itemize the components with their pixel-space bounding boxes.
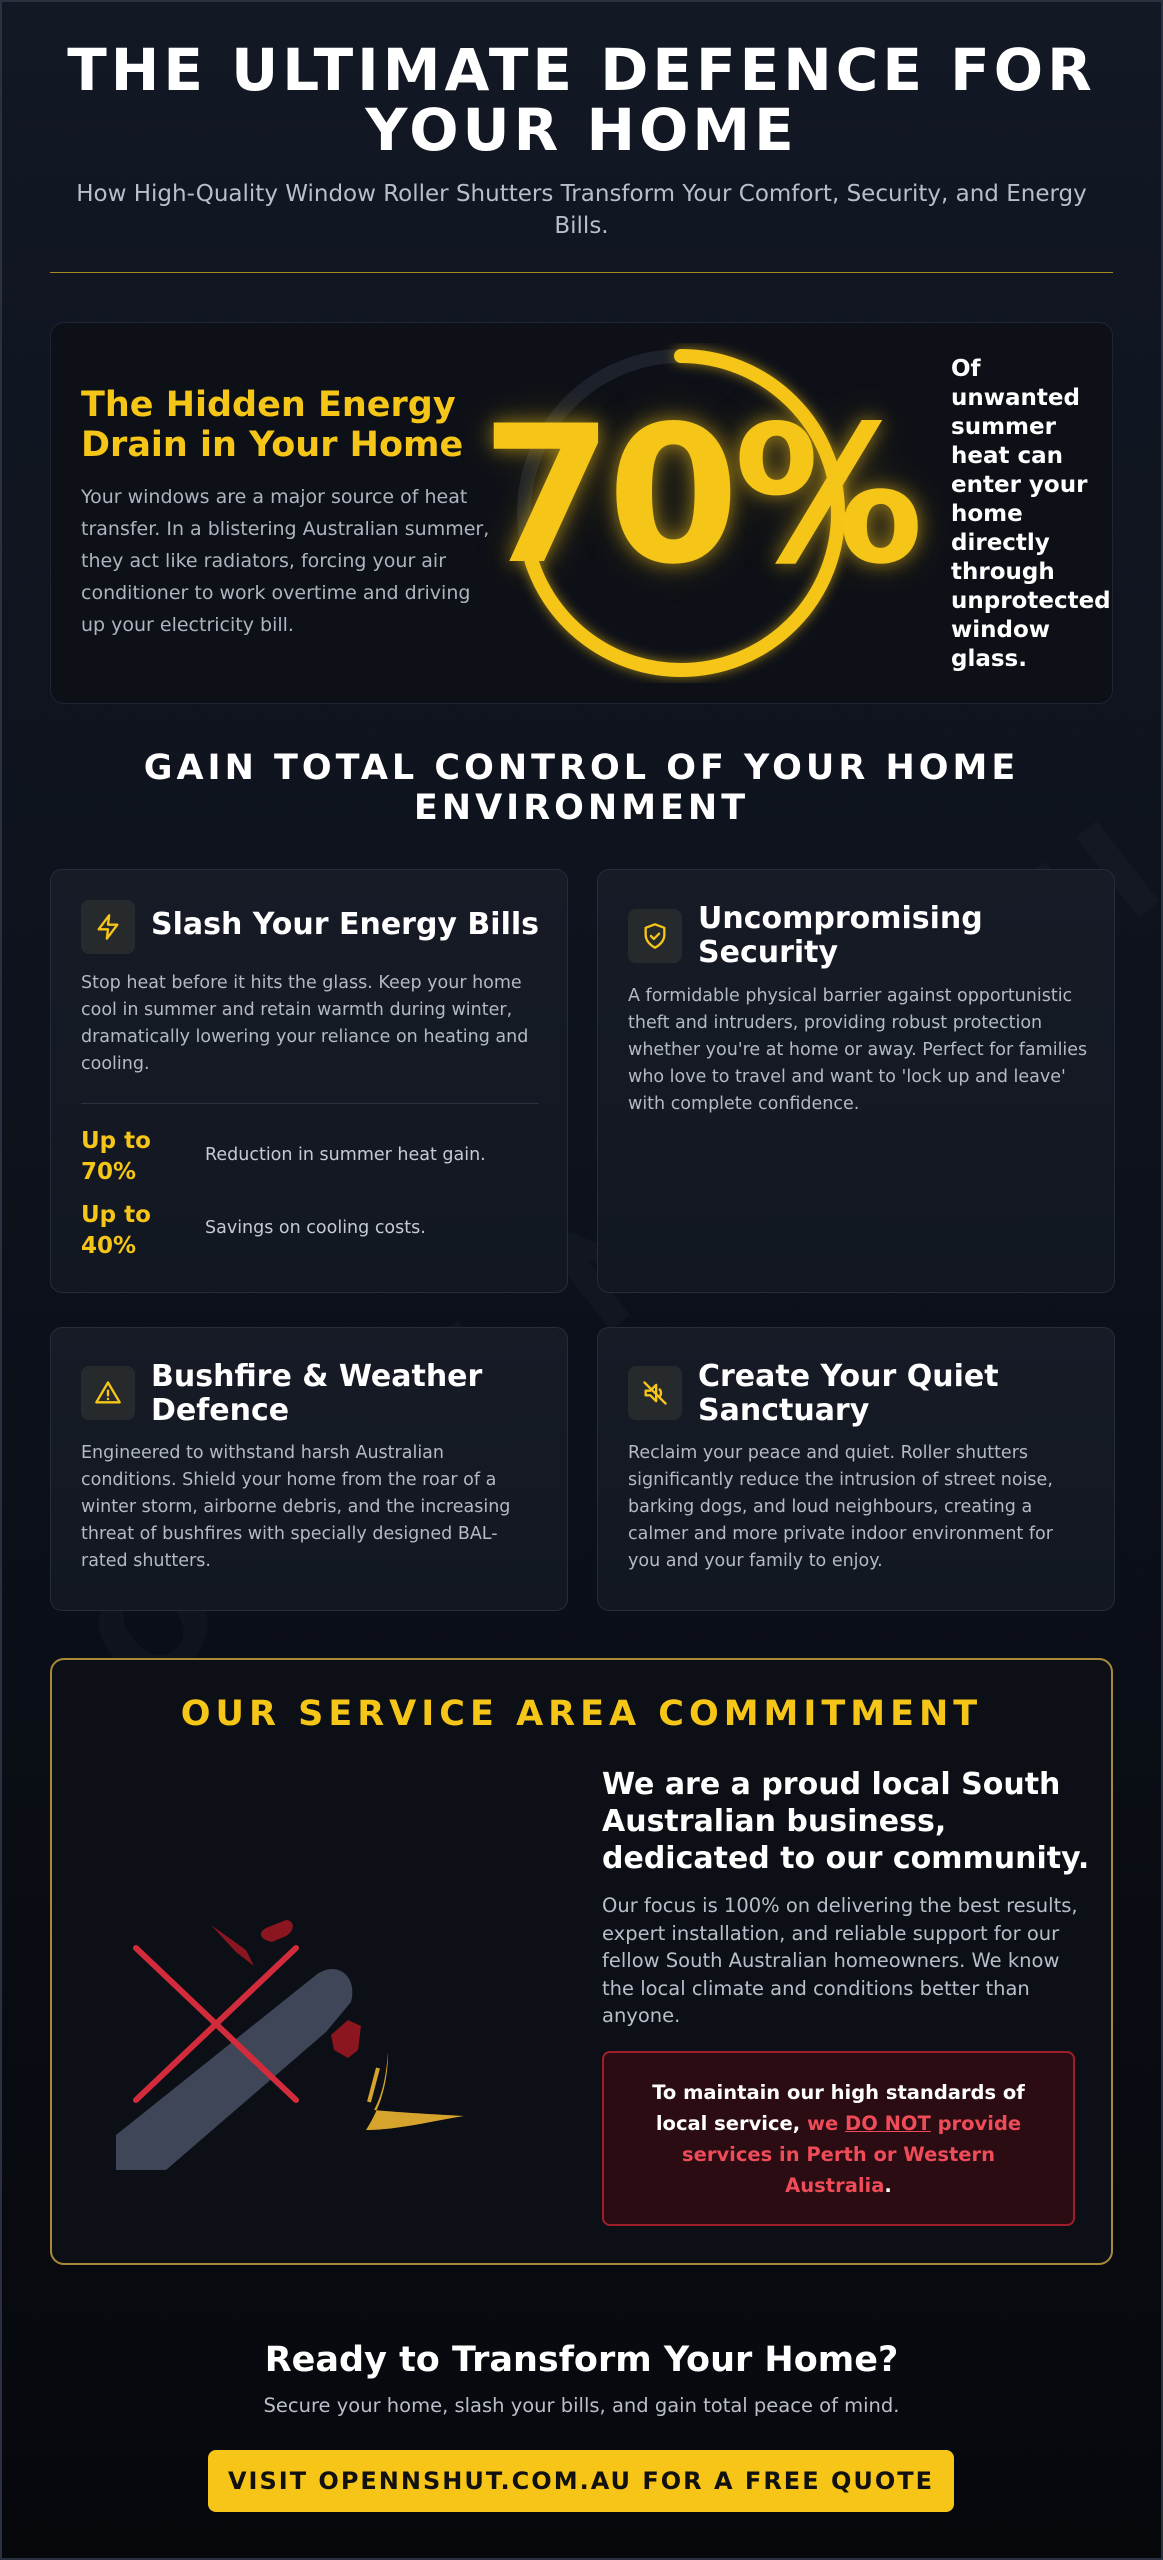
page-title <box>50 36 1113 164</box>
notice-exclusion: provide services in Perth or Western Australia <box>682 2112 1022 2197</box>
cta-title: Ready to Transform Your Home? <box>264 2340 899 2380</box>
metric-value: Up to 70% <box>81 1128 151 1185</box>
map-northern-shape <box>211 1925 254 1966</box>
card-divider <box>81 1103 539 1104</box>
feature-card-title: Bushfire & Weather Defence <box>151 1359 483 1428</box>
control-section-title <box>50 748 1113 828</box>
feature-card-security <box>597 869 1115 1293</box>
page-title-line1: THE ULTIMATE DEFENCE FOR <box>67 36 1096 104</box>
metric-value: Up to 40% <box>81 1202 151 1259</box>
feature-card-body: A formidable physical barrier against opportunistic theft and intruders, providing robust protection whether you're at home or away. Perfect for families who love to travel and want to 'lock up and leave' with complete confidence. <box>628 986 1088 1114</box>
shield-check-icon <box>628 909 682 963</box>
map-northern-shape <box>261 1920 293 1942</box>
metric-label: Savings on cooling costs. <box>205 1218 426 1238</box>
service-area-panel <box>50 1658 1113 2265</box>
feature-card-title: Uncompromising Security <box>698 901 983 970</box>
hero-section <box>50 36 1113 242</box>
feature-card-body: Engineered to withstand harsh Australian conditions. Shield your home from the roar of a winter storm, airborne debris, and the increasing threat of bushfires with specially designed BAL-rated shutters. <box>81 1443 511 1571</box>
control-title-line2: ENVIRONMENT <box>413 788 750 828</box>
feature-card-energy <box>50 869 568 1293</box>
stat-percentage: 70% <box>481 385 918 606</box>
feature-card-body: Reclaim your peace and quiet. Roller shutters significantly reduce the intrusion of street noise, barking dogs, and loud neighbours, creating a calmer and more private indoor environment for you and your family to enjoy. <box>628 1443 1053 1571</box>
map-coast-line <box>369 2068 378 2102</box>
lightning-bolt-icon <box>81 900 135 954</box>
notice-prefix: To maintain our high standards of local service, <box>652 2081 1025 2135</box>
hero-divider <box>50 272 1113 273</box>
service-area-body: Our focus is 100% on delivering the best results, expert installation, and reliable support for our fellow South Australian homeowners. We know the local climate and conditions better than anyone. <box>602 1894 1078 2027</box>
feature-card-title: Slash Your Energy Bills <box>151 907 540 942</box>
control-title-line1: GAIN TOTAL CONTROL OF YOUR HOME <box>143 748 1020 788</box>
map-eastern-shape <box>331 2020 361 2058</box>
feature-card-quiet <box>597 1327 1115 1611</box>
feature-card-title: Create Your Quiet Sanctuary <box>698 1359 999 1428</box>
energy-drain-title: The Hidden Energy Drain in Your Home <box>81 385 464 465</box>
service-area-title: OUR SERVICE AREA COMMITMENT <box>180 1694 983 1734</box>
feature-card-bushfire <box>50 1327 568 1611</box>
map-south-australia-shape <box>116 1969 352 2170</box>
warning-triangle-icon <box>81 1366 135 1420</box>
free-quote-button[interactable]: VISIT OPENNSHUT.COM.AU FOR A FREE QUOTE <box>208 2450 954 2512</box>
service-exclusion-notice <box>602 2051 1075 2226</box>
metric-label: Reduction in summer heat gain. <box>205 1145 486 1165</box>
page-subtitle: How High-Quality Window Roller Shutters Transform Your Comfort, Security, and Energy Bills. <box>76 181 1087 239</box>
notice-we: we <box>806 2112 839 2135</box>
cta-subtitle: Secure your home, slash your bills, and gain total peace of mind. <box>263 2394 900 2417</box>
stat-description: Of unwanted summer heat can enter your home directly through unprotected window glass. <box>951 356 1111 672</box>
energy-drain-panel <box>50 322 1113 704</box>
muted-speaker-icon <box>628 1366 682 1420</box>
service-area-heading: We are a proud local South Australian business, dedicated to our community. <box>602 1767 1090 1876</box>
australia-map-illustration <box>86 1890 526 2210</box>
page-title-line2: YOUR HOME <box>365 96 798 164</box>
energy-drain-body: Your windows are a major source of heat transfer. In a blistering Australian summer, they act like radiators, forcing your air conditioner to work overtime and driving up your electricity bill. <box>81 486 490 636</box>
feature-card-body: Stop heat before it hits the glass. Keep your home cool in summer and retain warmth during winter, dramatically lowering your reliance on heating and cooling. <box>81 973 529 1074</box>
map-tasmania-shape <box>366 2052 464 2130</box>
notice-do-not: DO NOT <box>845 2112 931 2135</box>
notice-end: . <box>884 2174 892 2197</box>
